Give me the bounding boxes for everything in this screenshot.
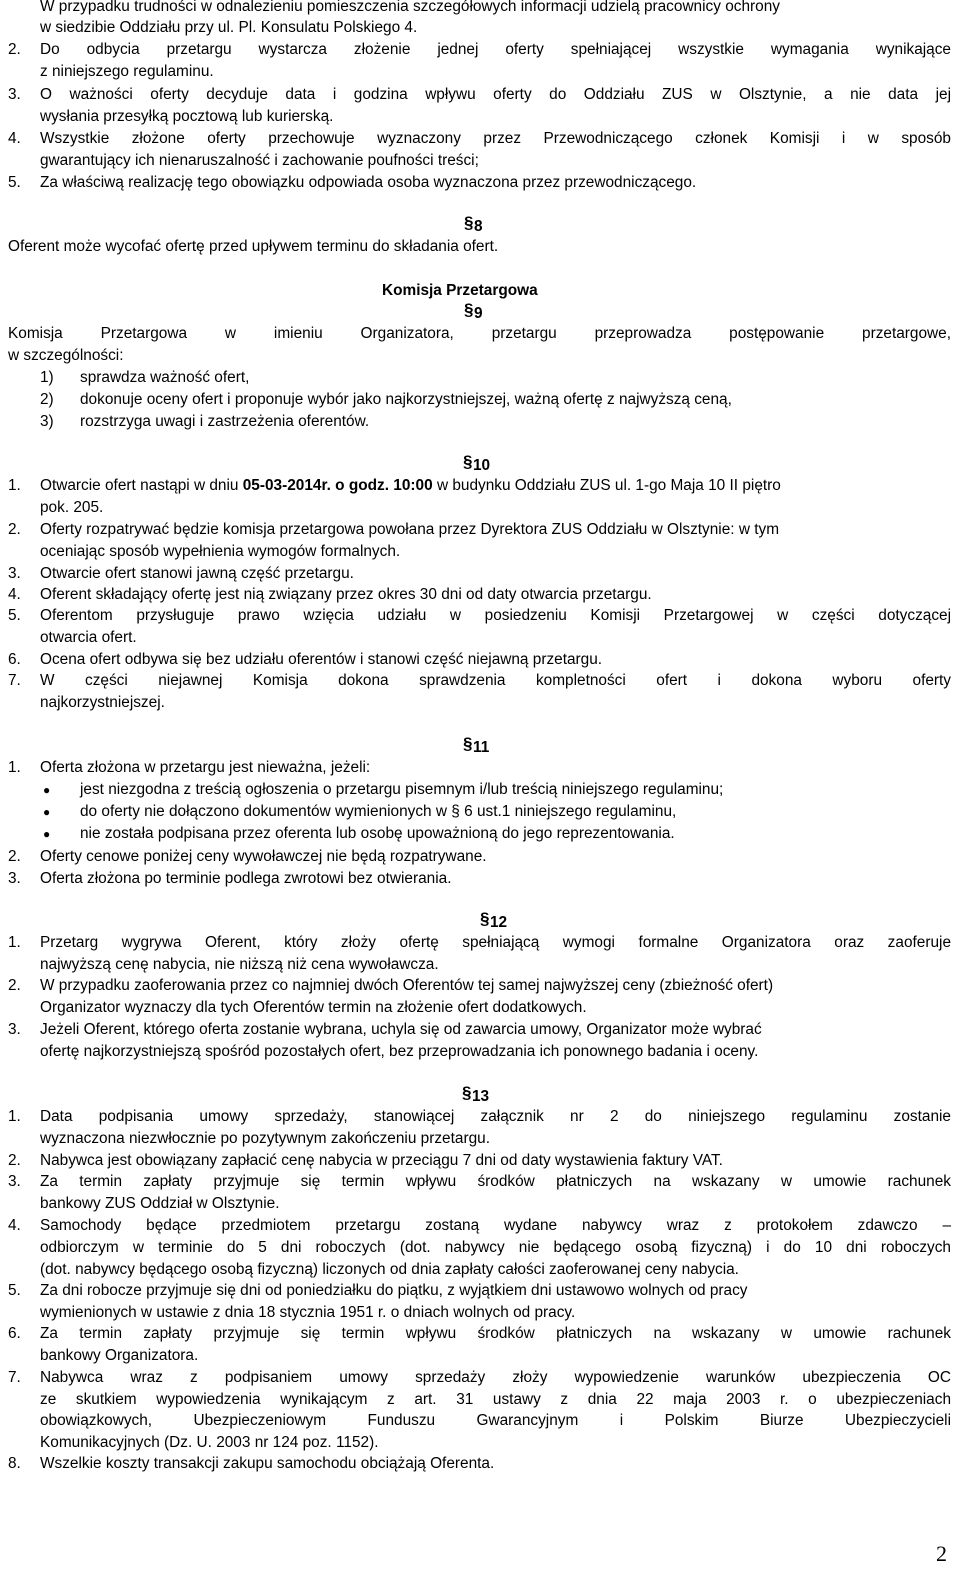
bullet-text: do oferty nie dołączono dokumentów wymienionych w § 6 ust.1 niniejszego regulaminu, bbox=[80, 803, 677, 820]
item-text-part: Otwarcie ofert nastąpi w dniu bbox=[40, 477, 243, 494]
list-number: 1) bbox=[40, 369, 54, 386]
item-text: W części niejawnej Komisja dokona sprawdzenia kompletności ofert i dokona wyboru oferty bbox=[40, 672, 951, 689]
item-text: obowiązkowych, Ubezpieczeniowym Funduszu Gwarancyjnym i Polskim Biurze Ubezpieczycieli bbox=[40, 1412, 951, 1429]
item-number: 3. bbox=[8, 565, 21, 582]
item-text: odbiorczym w terminie do 5 dni roboczych (dot. nabywcy nie będącego osobą fizyczną) i do 10 dni roboczych bbox=[40, 1239, 951, 1256]
opening-date: 05-03-2014r. o godz. 10:00 bbox=[242, 477, 433, 494]
item-text bbox=[40, 475, 781, 497]
item-text: oceniając sposób wypełnienia wymogów formalnych. bbox=[40, 543, 401, 560]
section-sign: § bbox=[464, 213, 474, 232]
item-text: wyznaczona niezwłocznie po pozytywnym zakończeniu przetargu. bbox=[40, 1130, 490, 1147]
bullet-text: jest niezgodna z treścią ogłoszenia o przetargu pisemnym i/lub treścią niniejszego regulaminu; bbox=[80, 781, 724, 798]
bullet-text: nie została podpisana przez oferenta lub osobę upoważnioną do jego reprezentowania. bbox=[80, 825, 675, 842]
item-number: 4. bbox=[8, 130, 21, 147]
item-number: 2. bbox=[8, 1152, 21, 1169]
item-text: z niniejszego regulaminu. bbox=[40, 63, 214, 80]
section-number: 9 bbox=[474, 305, 483, 322]
item-number: 2. bbox=[8, 521, 21, 538]
item-text-part: w budynku Oddziału ZUS ul. 1-go Maja 10 II piętro bbox=[432, 477, 781, 494]
item-number: 3. bbox=[8, 870, 21, 887]
item-text: Oferent składający ofertę jest nią związany przez okres 30 dni od daty otwarcia przetargu. bbox=[40, 586, 652, 603]
section-sign: § bbox=[463, 452, 473, 471]
item-text: Oferty cenowe poniżej ceny wywoławczej nie będą rozpatrywane. bbox=[40, 848, 487, 865]
item-text: Oferty rozpatrywać będzie komisja przetargowa powołana przez Dyrektora ZUS Oddziału w Olsztynie: w tym bbox=[40, 521, 780, 538]
item-text: bankowy Organizatora. bbox=[40, 1347, 199, 1364]
item-number: 4. bbox=[8, 1217, 21, 1234]
item-text: pok. 205. bbox=[40, 499, 104, 516]
item-number: 4. bbox=[8, 586, 21, 603]
item-text: Ocena ofert odbywa się bez udziału oferentów i stanowi część niejawną przetargu. bbox=[40, 651, 603, 668]
item-text: Za termin zapłaty przyjmuje się termin wpływu środków płatniczych na wskazany w umowie rachunek bbox=[40, 1325, 951, 1342]
list-number: 3) bbox=[40, 413, 54, 430]
item-text: Wszystkie złożone oferty przechowuje wyznaczony przez Przewodniczącego członek Komisji i w sposób bbox=[40, 130, 951, 147]
item-text: Oferta złożona po terminie podlega zwrotowi bez otwierania. bbox=[40, 870, 452, 887]
item-text: Samochody będące przedmiotem przetargu zostaną wydane nabywcy wraz z protokołem zdawczo – bbox=[40, 1217, 951, 1234]
item-text: Komunikacyjnych (Dz. U. 2003 nr 124 poz. 1152). bbox=[40, 1434, 379, 1451]
item-number: 8. bbox=[8, 1455, 21, 1472]
item-text: Organizator wyznaczy dla tych Oferentów termin na złożenie ofert dodatkowych. bbox=[40, 999, 587, 1016]
item-text: Za termin zapłaty przyjmuje się termin wpływu środków płatniczych na wskazany w umowie rachunek bbox=[40, 1173, 951, 1190]
item-text: Nabywca wraz z podpisaniem umowy sprzedaży złoży wypowiedzenie warunków ubezpieczenia OC bbox=[40, 1369, 951, 1386]
item-text: Wszelkie koszty transakcji zakupu samochodu obciążają Oferenta. bbox=[40, 1455, 495, 1472]
item-text: bankowy ZUS Oddział w Olsztynie. bbox=[40, 1195, 280, 1212]
section-number: 13 bbox=[472, 1088, 490, 1105]
item-text: najkorzystniejszej. bbox=[40, 694, 165, 711]
list-text: rozstrzyga uwagi i zastrzeżenia oferentów. bbox=[80, 413, 370, 430]
section-number: 11 bbox=[473, 739, 490, 756]
paragraph-text: w szczególności: bbox=[8, 347, 124, 364]
paragraph-text: Oferent może wycofać ofertę przed upływem terminu do składania ofert. bbox=[8, 238, 499, 255]
item-number: 2. bbox=[8, 848, 21, 865]
list-number: 2) bbox=[40, 391, 54, 408]
section-sign: § bbox=[480, 909, 490, 928]
item-text: gwarantujący ich nienaruszalność i zachowanie poufności treści; bbox=[40, 152, 479, 169]
intro-line: w siedzibie Oddziału przy ul. Pl. Konsulatu Polskiego 4. bbox=[40, 19, 418, 36]
item-number: 3. bbox=[8, 86, 21, 103]
item-number: 3. bbox=[8, 1173, 21, 1190]
item-text: wysłania przesyłką pocztową lub kurierską. bbox=[40, 108, 334, 125]
item-number: 1. bbox=[8, 477, 21, 494]
item-number: 1. bbox=[8, 1108, 21, 1125]
item-text: Data podpisania umowy sprzedaży, stanowiącej załącznik nr 2 do niniejszego regulaminu zostanie bbox=[40, 1108, 951, 1125]
item-text: otwarcia ofert. bbox=[40, 629, 137, 646]
item-number: 6. bbox=[8, 651, 21, 668]
bullet-icon: ● bbox=[43, 805, 51, 819]
item-text: Przetarg wygrywa Oferent, który złoży ofertę spełniającą wymogi formalne Organizatora oraz zaoferuje bbox=[40, 934, 951, 951]
item-number: 2. bbox=[8, 41, 21, 58]
item-text: Otwarcie ofert stanowi jawną część przetargu. bbox=[40, 565, 354, 582]
item-text: Oferentom przysługuje prawo wzięcia udziału w posiedzeniu Komisji Przetargowej w części dotyczącej bbox=[40, 607, 951, 624]
item-number: 5. bbox=[8, 1282, 21, 1299]
section-number: 12 bbox=[490, 914, 508, 931]
section-number: 10 bbox=[473, 457, 491, 474]
item-number: 2. bbox=[8, 977, 21, 994]
section-sign: § bbox=[463, 734, 473, 753]
list-text: dokonuje oceny ofert i proponuje wybór jako najkorzystniejszej, ważną ofertę z najwyższą ceną, bbox=[80, 391, 732, 408]
bullet-icon: ● bbox=[43, 783, 51, 797]
item-text: ofertę najkorzystniejszą spośród pozostałych ofert, bez przeprowadzania ich ponownego badania i oceny. bbox=[40, 1043, 759, 1060]
item-text: W przypadku zaoferowania przez co najmniej dwóch Oferentów tej samej najwyższej ceny (zbieżność ofert) bbox=[40, 977, 774, 994]
item-number: 6. bbox=[8, 1325, 21, 1342]
item-text: Za właściwą realizację tego obowiązku odpowiada osoba wyznaczona przez przewodniczącego. bbox=[40, 174, 697, 191]
item-text: (dot. nabywcy będącego osobą fizyczną) liczonych od dnia zapłaty całości zaoferowanej ceny nabycia. bbox=[40, 1261, 739, 1278]
item-text: Oferta złożona w przetargu jest nieważna, jeżeli: bbox=[40, 759, 371, 776]
item-text: Nabywca jest obowiązany zapłacić cenę nabycia w przeciągu 7 dni od daty wystawienia faktury VAT. bbox=[40, 1152, 723, 1169]
intro-line: W przypadku trudności w odnalezieniu pomieszczenia szczegółowych informacji udzielą pracownicy ochrony bbox=[40, 0, 780, 15]
item-number: 1. bbox=[8, 934, 21, 951]
section-heading: Komisja Przetargowa bbox=[382, 282, 538, 299]
item-text: O ważności oferty decyduje data i godzina wpływu oferty do Oddziału ZUS w Olsztynie, a nie data jej bbox=[40, 86, 951, 103]
section-number: 8 bbox=[474, 218, 483, 235]
item-number: 7. bbox=[8, 672, 21, 689]
item-number: 7. bbox=[8, 1369, 21, 1386]
item-number: 5. bbox=[8, 607, 21, 624]
item-text: ze skutkiem wypowiedzenia wynikającym z art. 31 ustawy z dnia 22 maja 2003 r. o ubezpieczeniach bbox=[40, 1391, 951, 1408]
item-text: Jeżeli Oferent, którego oferta zostanie wybrana, uchyla się od zawarcia umowy, Organizator może wybrać bbox=[40, 1021, 762, 1038]
item-text: Do odbycia przetargu wystarcza złożenie jednej oferty spełniającej wszystkie wymagania wynikające bbox=[40, 41, 951, 58]
item-number: 5. bbox=[8, 174, 21, 191]
section-sign: § bbox=[464, 300, 474, 319]
bullet-icon: ● bbox=[43, 827, 51, 841]
item-text: wymienionych w ustawie z dnia 18 stycznia 1951 r. o dniach wolnych od pracy. bbox=[40, 1304, 576, 1321]
list-text: sprawdza ważność ofert, bbox=[80, 369, 250, 386]
item-text: najwyższą cenę nabycia, nie niższą niż cena wywoławcza. bbox=[40, 956, 439, 973]
item-number: 1. bbox=[8, 759, 21, 776]
paragraph-text: Komisja Przetargowa w imieniu Organizatora, przetargu przeprowadza postępowanie przetargowe, bbox=[8, 325, 951, 342]
section-sign: § bbox=[462, 1083, 472, 1102]
page-number: 2 bbox=[936, 1541, 947, 1566]
item-number: 3. bbox=[8, 1021, 21, 1038]
item-text: Za dni robocze przyjmuje się dni od poniedziałku do piątku, z wyjątkiem dni ustawowo wolnych od pracy bbox=[40, 1282, 748, 1299]
